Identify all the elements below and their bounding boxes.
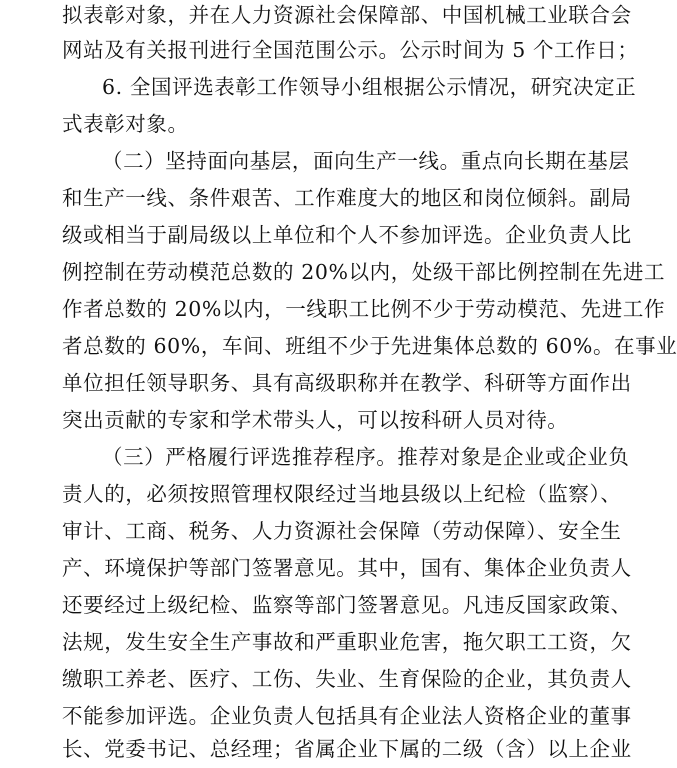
text-line: 责人的，必须按照管理权限经过当地县级以上纪检（监察）、 [62, 482, 622, 506]
text-line: 长、党委书记、总经理；省属企业下属的二级（含）以上企业 [62, 737, 632, 761]
text-line: 例控制在劳动模范总数的 20%以内，处级干部比例控制在先进工 [62, 260, 666, 284]
text-line: 作者总数的 20%以内，一线职工比例不少于劳动模范、先进工作 [62, 297, 666, 321]
text-line: 不能参加评选。企业负责人包括具有企业法人资格企业的董事 [62, 704, 632, 728]
text-line: 和生产一线、条件艰苦、工作难度大的地区和岗位倾斜。副局 [62, 186, 632, 210]
text-line: 网站及有关报刊进行全国范围公示。公示时间为 5 个工作日； [62, 38, 639, 62]
text-line: 突出贡献的专家和学术带头人，可以按科研人员对待。 [62, 408, 569, 432]
text-line: 缴职工养老、医疗、工伤、失业、生育保险的企业，其负责人 [62, 667, 632, 691]
text-line: （二）坚持面向基层，面向生产一线。重点向长期在基层 [102, 149, 630, 173]
text-line: 6. 全国评选表彰工作领导小组根据公示情况，研究决定正 [102, 75, 637, 99]
text-line: 产、环境保护等部门签署意见。其中，国有、集体企业负责人 [62, 556, 632, 580]
text-line: 审计、工商、税务、人力资源社会保障（劳动保障）、安全生 [62, 519, 622, 543]
text-line: 级或相当于副局级以上单位和个人不参加评选。企业负责人比 [62, 223, 632, 247]
text-line: 还要经过上级纪检、监察等部门签署意见。凡违反国家政策、 [62, 593, 632, 617]
text-line: 者总数的 60%，车间、班组不少于先进集体总数的 60%。在事业 [62, 334, 677, 358]
text-line: 拟表彰对象，并在人力资源社会保障部、中国机械工业联合会 [62, 3, 632, 27]
text-line: 单位担任领导职务、具有高级职称并在教学、科研等方面作出 [62, 371, 632, 395]
text-line: （三）严格履行评选推荐程序。推荐对象是企业或企业负 [102, 445, 630, 469]
text-line: 式表彰对象。 [62, 112, 189, 136]
text-line: 法规，发生安全生产事故和严重职业危害，拖欠职工工资，欠 [62, 630, 632, 654]
